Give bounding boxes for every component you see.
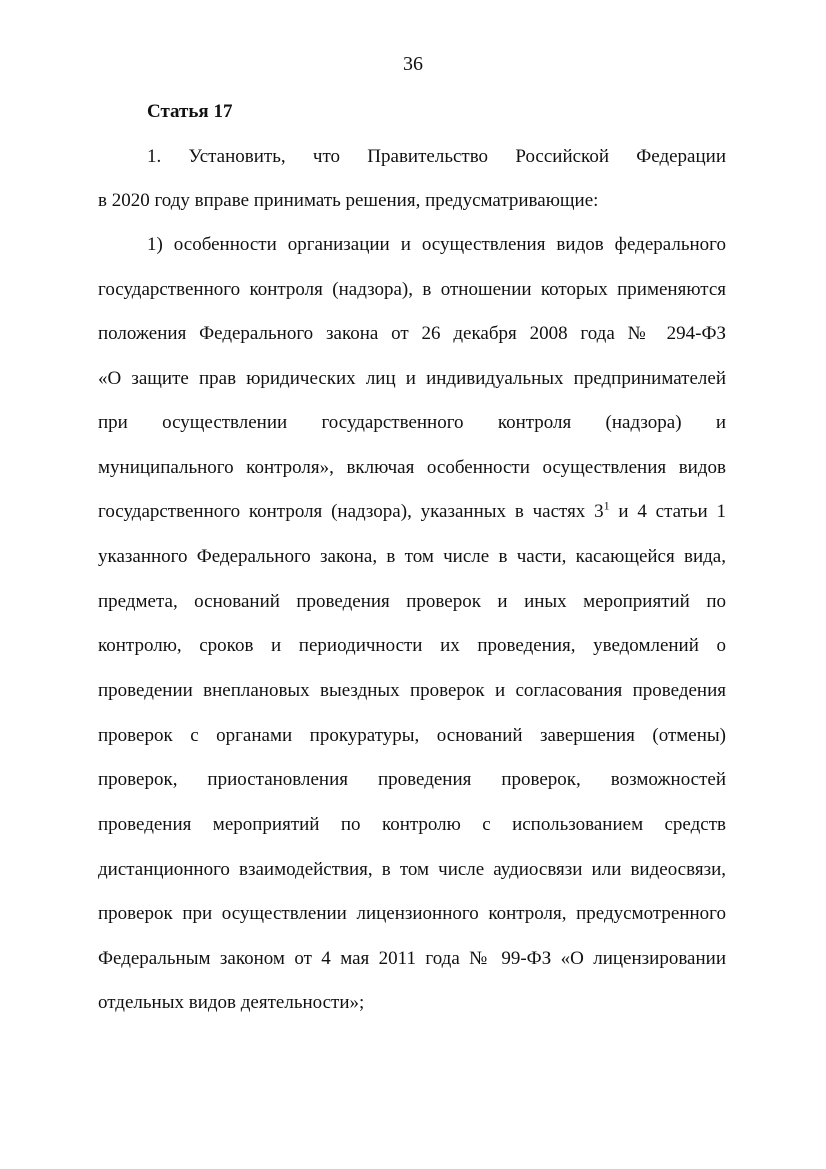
paragraph-2-line-9: предмета, оснований проведения проверок и иных мероприятий по xyxy=(98,591,726,612)
paragraph-2-line-4: «О защите прав юридических лиц и индивидуальных предпринимателей xyxy=(98,368,726,389)
paragraph-2-line-17: Федеральным законом от 4 мая 2011 года № 99-ФЗ «О лицензировании xyxy=(98,948,726,969)
line-7-text-before: государственного контроля (надзора), указанных в частях 3 xyxy=(98,501,604,522)
paragraph-2-line-16: проверок при осуществлении лицензионного контроля, предусмотренного xyxy=(98,903,726,924)
paragraph-2-line-13: проверок, приостановления проведения проверок, возможностей xyxy=(98,769,726,790)
page-number: 36 xyxy=(403,53,423,75)
paragraph-2-line-7 xyxy=(98,500,726,524)
paragraph-2-line-8: указанного Федерального закона, в том числе в части, касающейся вида, xyxy=(98,546,726,567)
paragraph-2-line-15: дистанционного взаимодействия, в том числе аудиосвязи или видеосвязи, xyxy=(98,859,726,880)
paragraph-2-line-6: муниципального контроля», включая особенности осуществления видов xyxy=(98,457,726,478)
paragraph-2-line-3: положения Федерального закона от 26 декабря 2008 года № 294-ФЗ xyxy=(98,323,726,344)
paragraph-2-line-5: при осуществлении государственного контроля (надзора) и xyxy=(98,412,726,433)
paragraph-2-line-14: проведения мероприятий по контролю с использованием средств xyxy=(98,814,726,835)
paragraph-1-line-2: в 2020 году вправе принимать решения, предусматривающие: xyxy=(98,190,599,211)
paragraph-2-line-10: контролю, сроков и периодичности их проведения, уведомлений о xyxy=(98,635,726,656)
paragraph-2-line-18: отдельных видов деятельности»; xyxy=(98,992,365,1013)
article-heading: Статья 17 xyxy=(147,101,233,122)
paragraph-2-line-1: 1) особенности организации и осуществления видов федерального xyxy=(147,234,726,255)
superscript-1: 1 xyxy=(603,498,610,513)
paragraph-2-line-12: проверок с органами прокуратуры, оснований завершения (отмены) xyxy=(98,725,726,746)
paragraph-2-line-11: проведении внеплановых выездных проверок и согласования проведения xyxy=(98,680,726,701)
line-7-text-after: и 4 статьи 1 xyxy=(609,501,726,522)
paragraph-1-line-1: 1. Установить, что Правительство Российской Федерации xyxy=(147,146,726,167)
paragraph-2-line-2: государственного контроля (надзора), в отношении которых применяются xyxy=(98,279,726,300)
